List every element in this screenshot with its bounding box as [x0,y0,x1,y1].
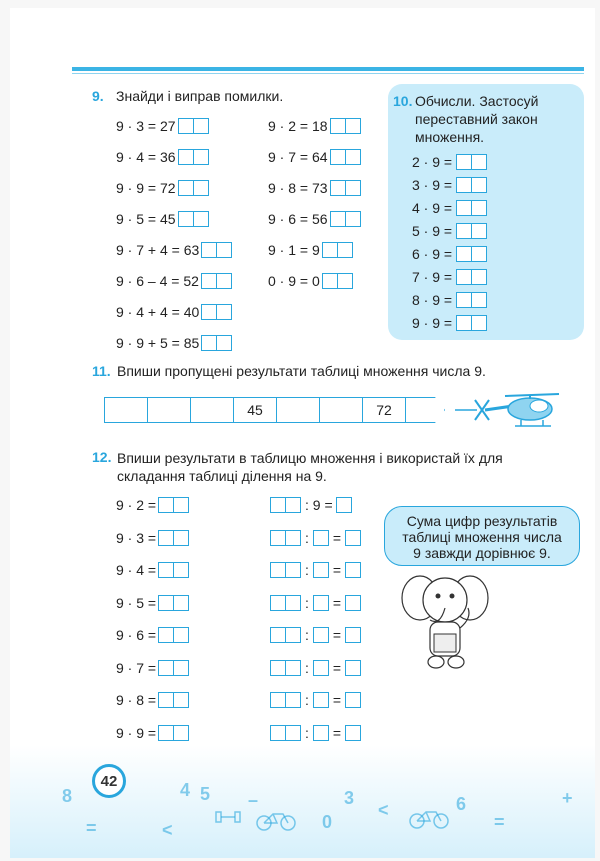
answer-boxes [456,200,487,216]
answer-box[interactable] [471,315,487,331]
task12-multiplication [116,725,189,741]
equation-text: 9 · 8 = [116,692,157,708]
task9-equation [116,118,209,134]
bicycle-icon-2 [408,806,450,830]
task9-equation [268,273,353,289]
dividend-boxes [270,725,301,741]
colon: : [305,562,309,578]
equation-text: 3 · 9 = [412,177,453,193]
dividend-boxes [270,595,301,611]
footer-decoration [10,745,595,858]
answer-box[interactable] [173,595,189,611]
tip-line: 9 завжди дорівнює 9. [413,545,551,561]
answer-box[interactable] [270,660,286,676]
footer-symbol: 4 [180,780,191,800]
answer-box[interactable] [285,725,301,741]
answer-box[interactable] [178,211,194,227]
answer-boxes [456,315,487,331]
task10-number: 10. [393,93,413,109]
answer-box[interactable] [456,154,472,170]
footer-symbol: 6 [456,794,467,814]
equation-text: 9 · 9 + 5 = 85 [116,335,200,351]
answer-box[interactable] [330,149,346,165]
task10-equation [412,315,487,331]
correction-boxes [201,242,232,258]
equation-text: 9 · 6 – 4 = 52 [116,273,199,289]
task12-title [117,449,503,485]
task12-division [268,530,361,546]
quotient-box[interactable] [345,562,361,578]
task9-equation [116,335,232,351]
task10-title [415,92,538,146]
task10-equation [412,246,487,262]
equation-text: 9 · 9 = [412,315,453,331]
equals: = [332,692,342,708]
answer-box[interactable] [456,177,472,193]
answer-box[interactable] [193,118,209,134]
footer-symbol: 3 [344,788,355,808]
answer-box[interactable] [456,292,472,308]
answer-box[interactable] [216,304,232,320]
answer-box[interactable] [193,180,209,196]
correction-boxes [330,211,361,227]
divisor-box[interactable] [313,660,329,676]
answer-box[interactable] [158,627,174,643]
tip-line: Сума цифр результатів [406,513,558,529]
equation-text: 9 · 6 = 56 [268,211,328,227]
answer-box[interactable] [456,315,472,331]
elephant-illustration [400,568,490,678]
equation-text: 9 · 5 = 45 [116,211,176,227]
task12-multiplication [116,497,189,513]
title-line: множення. [415,129,485,145]
correction-boxes [178,211,209,227]
helicopter-icon [455,390,565,434]
quotient-box[interactable] [345,692,361,708]
answer-box[interactable] [471,200,487,216]
equation-text: 9 · 7 = [116,659,157,676]
dividend-boxes [270,562,301,578]
equation-text: 5 · 9 = [412,223,453,239]
task12-multiplication [116,692,189,708]
answer-box[interactable] [193,211,209,227]
answer-box[interactable] [158,725,174,741]
tape-cell[interactable] [104,397,148,423]
dividend-boxes [270,627,301,643]
equals: = [332,724,342,741]
answer-box[interactable] [285,692,301,708]
answer-boxes [456,269,487,285]
quotient-box[interactable] [345,725,361,741]
task12-multiplication [116,660,189,676]
equals: = [332,529,342,546]
equals: = [332,659,342,676]
answer-box[interactable] [216,335,232,351]
correction-boxes [201,335,232,351]
correction-boxes [178,180,209,196]
answer-box[interactable] [471,154,487,170]
divisor-box[interactable] [313,725,329,741]
answer-box[interactable] [330,118,346,134]
answer-box[interactable] [322,242,338,258]
bicycle-icon [255,808,297,832]
equation-text: 9 · 7 + 4 = 63 [116,242,200,258]
answer-box[interactable] [285,595,301,611]
title-line: Обчисли. Застосуй [415,93,539,109]
task9-equation [116,180,209,196]
answer-box[interactable] [173,627,189,643]
answer-box[interactable] [270,530,286,546]
colon: : [305,594,309,611]
answer-box[interactable] [471,292,487,308]
dumbbell-icon [215,810,241,824]
task10-equation [412,200,487,216]
answer-boxes [456,292,487,308]
quotient-box[interactable] [345,660,361,676]
tape-cell[interactable]: 45 [233,397,277,423]
task12-division [268,660,361,676]
task11-title: Впиши пропущені результати таблиці множення числа 9. [117,363,486,379]
answer-box[interactable] [471,177,487,193]
answer-box[interactable] [345,211,361,227]
equation-text: 9 · 4 = [116,562,157,578]
divisor-box[interactable] [313,595,329,611]
colon: : [305,724,309,741]
footer-symbol: – [248,790,259,810]
task10-equation [412,269,487,285]
equation-text: 9 · 3 = [116,529,157,546]
footer-symbol: < [162,820,173,840]
answer-boxes [158,725,189,741]
task9-equation [268,149,361,165]
answer-boxes [158,627,189,643]
task12-division [268,562,361,578]
equation-text: 6 · 9 = [412,246,453,262]
number-tape [105,397,445,423]
dividend-boxes [270,530,301,546]
dividend-boxes [270,660,301,676]
correction-boxes [201,304,232,320]
equation-text: 4 · 9 = [412,200,453,216]
tape-cell[interactable] [190,397,234,423]
task9-equation [116,242,232,258]
correction-boxes [201,273,232,289]
task10-equation [412,223,487,239]
tape-cell[interactable] [405,397,445,423]
task9-equation [116,149,209,165]
task10-equation [412,177,487,193]
answer-box[interactable] [173,562,189,578]
answer-box[interactable] [173,660,189,676]
quotient-box[interactable] [345,595,361,611]
answer-box[interactable] [216,273,232,289]
answer-box[interactable] [158,692,174,708]
equation-text: 9 · 9 = 72 [116,180,176,196]
answer-box[interactable] [471,246,487,262]
answer-box[interactable] [178,118,194,134]
dividend-boxes [270,497,301,513]
equals: = [332,594,342,611]
answer-box[interactable] [201,335,217,351]
quotient-box[interactable] [336,497,352,513]
tape-cell[interactable] [276,397,320,423]
answer-box[interactable] [330,180,346,196]
equation-text: 0 · 9 = 0 [268,273,320,289]
tip-line: таблиці множення числа [402,529,562,545]
equals: = [332,627,342,643]
title-line: переставний закон [415,111,538,127]
task9-equation [268,180,361,196]
task9-equation [268,242,353,258]
correction-boxes [178,149,209,165]
colon: : [305,659,309,676]
answer-boxes [158,562,189,578]
answer-box[interactable] [201,242,217,258]
task12-division [268,497,352,513]
answer-box[interactable] [337,273,353,289]
answer-boxes [158,530,189,546]
equation-text: 2 · 9 = [412,154,453,170]
answer-box[interactable] [173,692,189,708]
equation-text: 9 · 4 = 36 [116,149,176,165]
task12-division [268,627,361,643]
answer-boxes [456,223,487,239]
correction-boxes [322,273,353,289]
task12-multiplication [116,595,189,611]
answer-box[interactable] [270,497,286,513]
correction-boxes [330,149,361,165]
correction-boxes [178,118,209,134]
task12-division [268,595,361,611]
dividend-boxes [270,692,301,708]
colon: : [305,692,309,708]
answer-box[interactable] [270,725,286,741]
equals: = [332,562,342,578]
footer-symbol: 0 [322,812,333,832]
answer-box[interactable] [330,211,346,227]
answer-box[interactable] [270,627,286,643]
equation-text: 9 · 6 = [116,627,157,643]
divisor-box[interactable] [313,627,329,643]
tape-cell[interactable] [319,397,363,423]
answer-box[interactable] [270,562,286,578]
correction-boxes [330,118,361,134]
answer-box[interactable] [456,269,472,285]
equation-text: 8 · 9 = [412,292,453,308]
answer-box[interactable] [158,530,174,546]
answer-box[interactable] [285,627,301,643]
equation-text: 9 · 1 = 9 [268,242,320,258]
answer-box[interactable] [270,595,286,611]
task10-equation [412,154,487,170]
answer-box[interactable] [337,242,353,258]
footer-symbol: = [86,818,97,838]
task9-title: Знайди і виправ помилки. [116,88,284,104]
answer-box[interactable] [285,530,301,546]
divisor-box[interactable] [313,692,329,708]
task12-multiplication [116,562,189,578]
correction-boxes [322,242,353,258]
answer-box[interactable] [158,595,174,611]
equation-text: 9 · 4 + 4 = 40 [116,304,200,320]
answer-boxes [456,154,487,170]
equation-text: 9 · 7 = 64 [268,149,328,165]
answer-box[interactable] [345,149,361,165]
equation-text: 9 · 2 = 18 [268,118,328,134]
answer-box[interactable] [173,530,189,546]
answer-box[interactable] [471,269,487,285]
answer-box[interactable] [345,180,361,196]
answer-boxes [456,177,487,193]
answer-boxes [158,497,189,513]
answer-box[interactable] [173,725,189,741]
division-text: : 9 = [305,497,333,513]
task12-number: 12. [92,449,112,465]
tip-bubble [384,506,580,566]
task9-equation [268,118,361,134]
answer-box[interactable] [193,149,209,165]
answer-box[interactable] [285,497,301,513]
tape-cell[interactable]: 72 [362,397,406,423]
answer-box[interactable] [201,304,217,320]
answer-box[interactable] [216,242,232,258]
colon: : [305,627,309,643]
footer-symbol: + [562,788,573,808]
answer-boxes [158,595,189,611]
answer-box[interactable] [285,562,301,578]
answer-boxes [158,692,189,708]
answer-box[interactable] [456,200,472,216]
answer-box[interactable] [322,273,338,289]
task12-division [268,725,361,741]
answer-box[interactable] [456,246,472,262]
task12-multiplication [116,627,189,643]
answer-box[interactable] [270,692,286,708]
title-line: складання таблиці ділення на 9. [117,468,327,484]
answer-box[interactable] [201,273,217,289]
tape-cell[interactable] [147,397,191,423]
answer-box[interactable] [158,562,174,578]
equation-text: 7 · 9 = [412,269,453,285]
equation-text: 9 · 9 = [116,724,157,741]
equation-text: 9 · 3 = 27 [116,118,176,134]
answer-boxes [158,660,189,676]
equation-text: 9 · 8 = 73 [268,180,328,196]
title-line: Впиши результати в таблицю множення і використай їх для [117,450,503,466]
task10-equation [412,292,487,308]
quotient-box[interactable] [345,530,361,546]
task9-equation [116,211,209,227]
answer-box[interactable] [471,223,487,239]
task12-division [268,692,361,708]
quotient-box[interactable] [345,627,361,643]
colon: : [305,529,309,546]
footer-symbol: < [378,800,389,820]
answer-box[interactable] [178,180,194,196]
answer-boxes [456,246,487,262]
task12-multiplication [116,530,189,546]
divisor-box[interactable] [313,562,329,578]
answer-box[interactable] [456,223,472,239]
task9-equation [268,211,361,227]
footer-symbol: 8 [62,786,73,806]
page-number: 42 [92,764,126,798]
task9-equation [116,304,232,320]
equation-text: 9 · 5 = [116,594,157,611]
header-rule [72,67,584,71]
footer-symbol: 5 [200,784,211,804]
correction-boxes [330,180,361,196]
answer-box[interactable] [173,497,189,513]
equation-text: 9 · 2 = [116,497,157,513]
divisor-box[interactable] [313,530,329,546]
answer-box[interactable] [158,497,174,513]
answer-box[interactable] [178,149,194,165]
answer-box[interactable] [158,660,174,676]
answer-box[interactable] [285,660,301,676]
task9-equation [116,273,232,289]
footer-symbol: = [494,812,505,832]
answer-box[interactable] [345,118,361,134]
task11-number: 11. [92,363,111,379]
task9-number: 9. [92,88,104,104]
header-rule-thin [72,73,584,74]
